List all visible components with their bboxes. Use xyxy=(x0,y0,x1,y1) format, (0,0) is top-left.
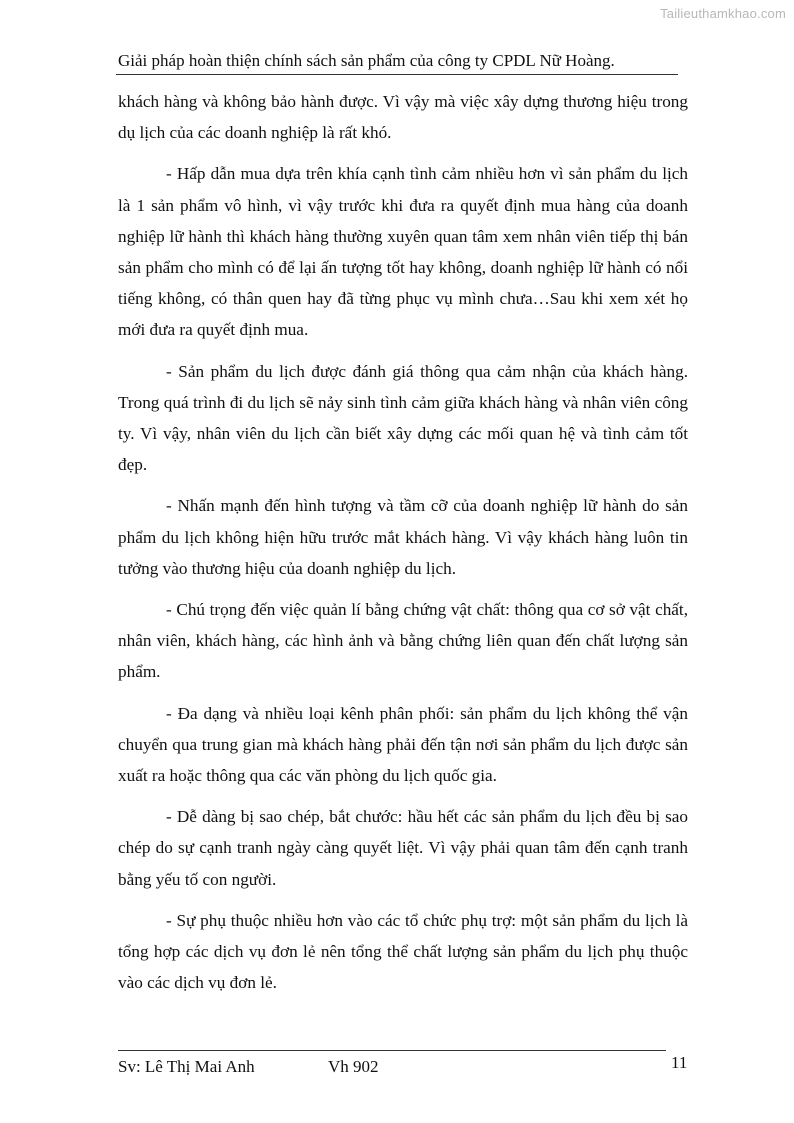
footer-author: Sv: Lê Thị Mai Anh xyxy=(118,1057,255,1076)
watermark: Tailieuthamkhao.com xyxy=(660,6,786,21)
footer-class: Vh 902 xyxy=(328,1057,379,1076)
running-header: Giải pháp hoàn thiện chính sách sản phẩm của công ty CPDL Nữ Hoàng. xyxy=(118,51,615,70)
paragraph: - Chú trọng đến việc quản lí bằng chứng vật chất: thông qua cơ sở vật chất, nhân viên, khách hàng, các hình ảnh và bằng chứng liên quan đến chất lượng sản phẩm. xyxy=(118,600,688,682)
paragraph: - Nhấn mạnh đến hình tượng và tầm cỡ của doanh nghiệp lữ hành do sản phẩm du lịch không hiện hữu trước mắt khách hàng. Vì vậy khách hàng luôn tin tưởng vào thương hiệu của doanh nghiệp du lịch. xyxy=(118,496,688,578)
paragraph: - Sự phụ thuộc nhiều hơn vào các tổ chức phụ trợ: một sản phẩm du lịch là tổng hợp các dịch vụ đơn lẻ nên tổng thể chất lượng sản phẩm du lịch phụ thuộc vào các dịch vụ đơn lẻ. xyxy=(118,910,688,993)
paragraph: - Hấp dẫn mua dựa trên khía cạnh tình cảm nhiều hơn vì sản phẩm du lịch là 1 sản phẩm vô hình, vì vậy trước khi đưa ra quyết định mua hàng của doanh nghiệp lữ hành thì khách hàng thường xuyên quan tâm xem nhân viên tiếp thị bán sản phẩm cho mình có để lại ấn tượng tốt hay không, doanh nghiệp lữ hành có nổi tiếng không, có thân quen hay đã từng phục vụ mình chưa…Sau khi xem xét họ mới đưa ra quyết định mua. xyxy=(118,164,688,340)
header-divider xyxy=(116,74,678,75)
page-number: 11 xyxy=(671,1053,688,1072)
paragraph: - Sản phẩm du lịch được đánh giá thông qua cảm nhận của khách hàng. Trong quá trình đi du lịch sẽ nảy sinh tình cảm giữa khách hàng và nhân viên công ty. Vì vậy, nhân viên du lịch cần biết xây dựng các mối quan hệ và tình cảm tốt đẹp. xyxy=(118,361,688,475)
paragraph: - Đa dạng và nhiều loại kênh phân phối: sản phẩm du lịch không thể vận chuyển qua trung gian mà khách hàng phải đến tận nơi sản phẩm du lịch được sản xuất ra hoặc thông qua các văn phòng du lịch quốc gia. xyxy=(118,703,688,786)
paragraph: - Dễ dàng bị sao chép, bắt chước: hầu hết các sản phẩm du lịch đều bị sao chép do sự cạnh tranh ngày càng quyết liệt. Vì vậy phải quan tâm đến cạnh tranh bằng yếu tố con người. xyxy=(118,807,688,889)
body-text xyxy=(118,86,688,1008)
paragraph-continuation: khách hàng và không bảo hành được. Vì vậy mà việc xây dựng thương hiệu trong dụ lịch của các doanh nghiệp là rất khó. xyxy=(118,92,688,143)
footer-divider xyxy=(118,1050,666,1051)
